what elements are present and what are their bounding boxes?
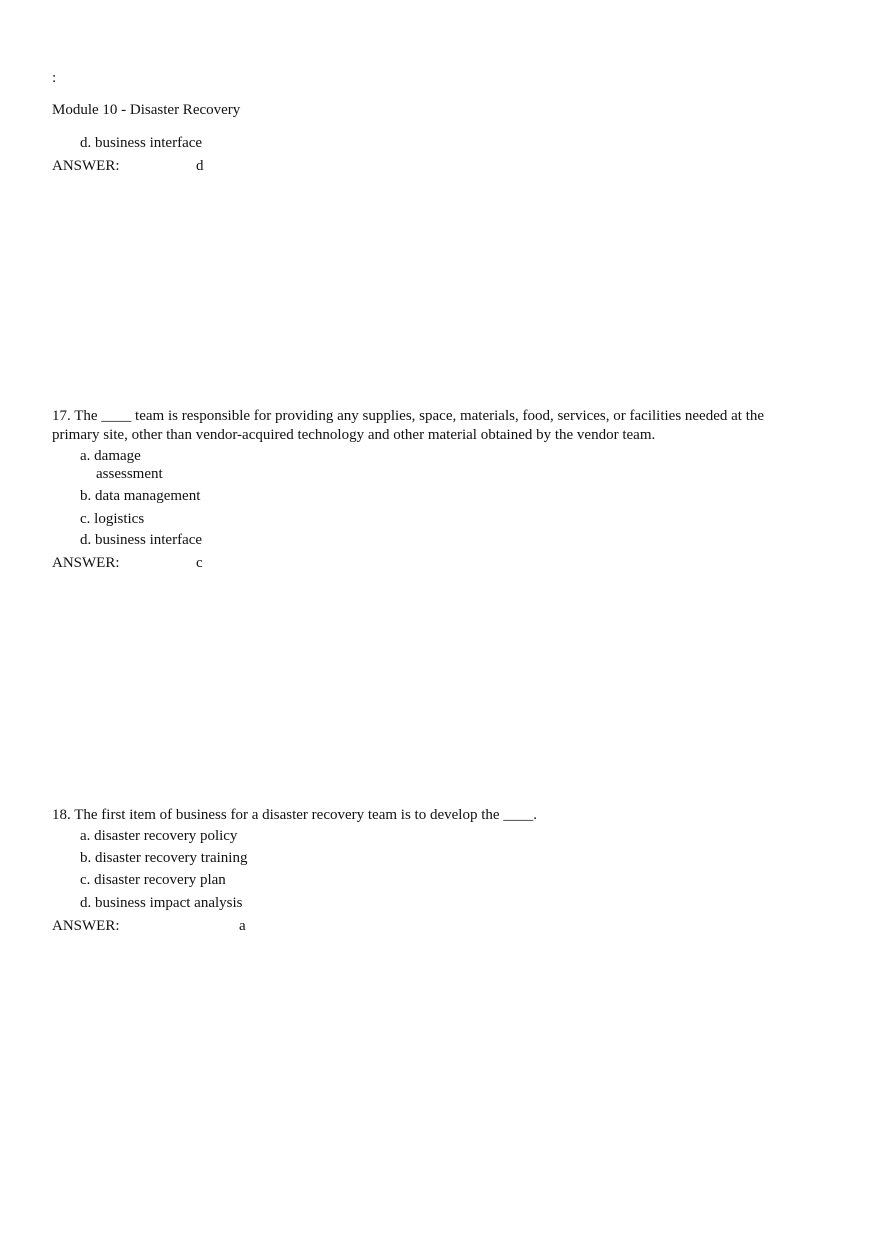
prev-option-d: d. business interface (80, 135, 203, 151)
prev-answer-label: ANSWER: (52, 158, 120, 174)
q17-answer-label: ANSWER: (52, 555, 120, 571)
q18-text: 18. The first item of business for a disaster recovery team is to develop the ____. (52, 807, 538, 823)
q17-text-line1: 17. The ____ team is responsible for providing any supplies, space, materials, food, services, or facilities needed at the (52, 408, 765, 424)
q17-option-a-cont: assessment (96, 466, 163, 482)
q17-option-c: c. logistics (80, 511, 145, 527)
prev-answer: d (196, 158, 204, 174)
q18-option-c: c. disaster recovery plan (80, 872, 226, 888)
header-colon: : (52, 70, 57, 86)
q17-option-d: d. business interface (80, 532, 203, 548)
q18-answer-label: ANSWER: (52, 918, 120, 934)
q18-option-b: b. disaster recovery training (80, 850, 248, 866)
q18-option-d: d. business impact analysis (80, 895, 243, 911)
q18-answer: a (239, 918, 246, 934)
q17-answer: c (196, 555, 203, 571)
module-title: Module 10 - Disaster Recovery (52, 102, 241, 118)
q17-option-a: a. damage (80, 448, 141, 464)
q18-option-a: a. disaster recovery policy (80, 828, 238, 844)
q17-text-line2: primary site, other than vendor-acquired technology and other material obtained by the vendor team. (52, 427, 656, 443)
q17-option-b: b. data management (80, 488, 201, 504)
